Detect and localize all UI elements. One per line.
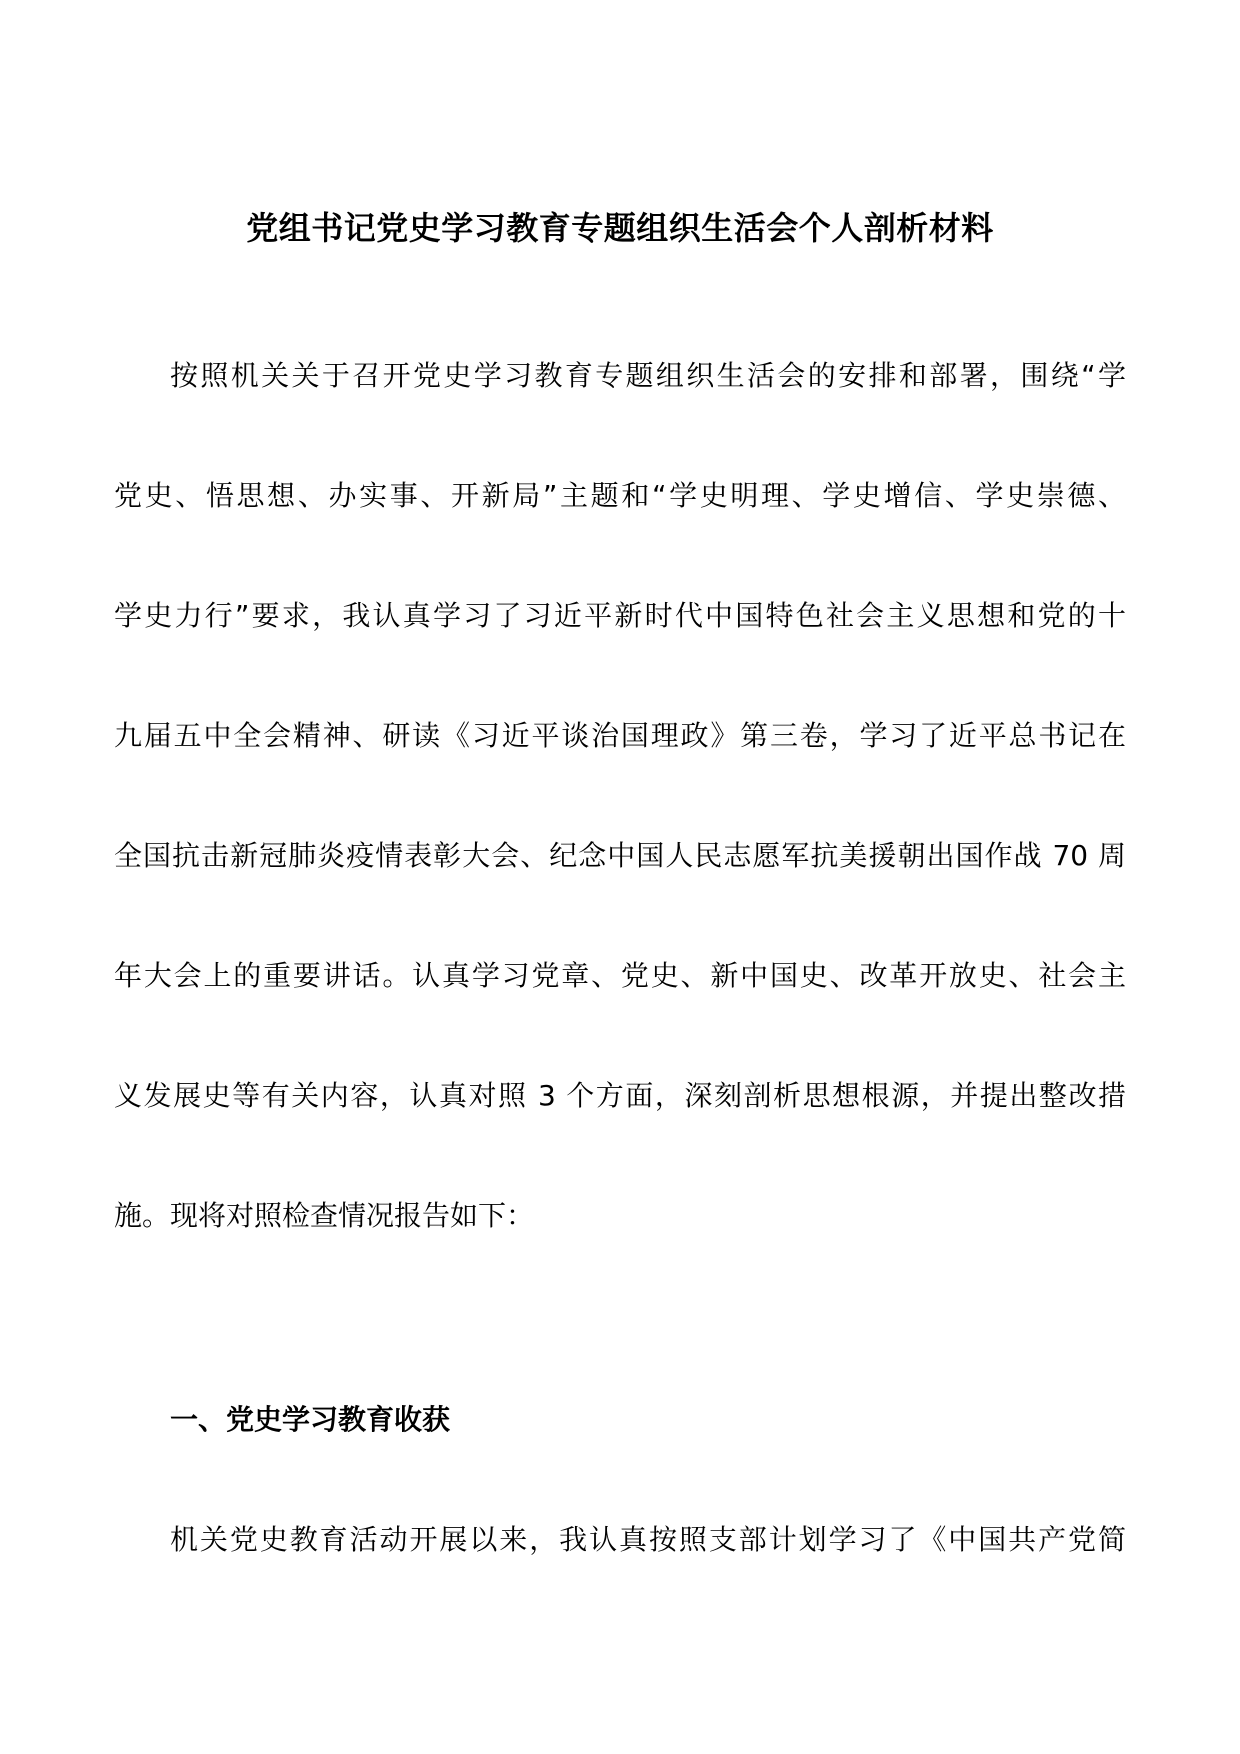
paragraph-line: 义发展史等有关内容，认真对照 3 个方面，深刻剖析思想根源，并提出整改措 [114, 1079, 1126, 1112]
paragraph-line: 年大会上的重要讲话。认真学习党章、党史、新中国史、改革开放史、社会主 [114, 959, 1126, 992]
paragraph-line: 施。现将对照检查情况报告如下： [114, 1199, 535, 1232]
paragraph-line: 机关党史教育活动开展以来，我认真按照支部计划学习了《中国共产党简 [170, 1523, 1126, 1556]
section-heading: 一、党史学习教育收获 [170, 1403, 451, 1436]
paragraph-line: 按照机关关于召开党史学习教育专题组织生活会的安排和部署，围绕“学 [170, 359, 1126, 392]
paragraph-line: 学史力行”要求，我认真学习了习近平新时代中国特色社会主义思想和党的十 [114, 599, 1126, 632]
paragraph-line: 全国抗击新冠肺炎疫情表彰大会、纪念中国人民志愿军抗美援朝出国作战 70 周 [114, 839, 1126, 872]
paragraph-line: 党史、悟思想、办实事、开新局”主题和“学史明理、学史增信、学史崇德、 [114, 479, 1126, 512]
document-title: 党组书记党史学习教育专题组织生活会个人剖析材料 [246, 209, 994, 247]
paragraph-line: 九届五中全会精神、研读《习近平谈治国理政》第三卷，学习了近平总书记在 [114, 719, 1126, 752]
